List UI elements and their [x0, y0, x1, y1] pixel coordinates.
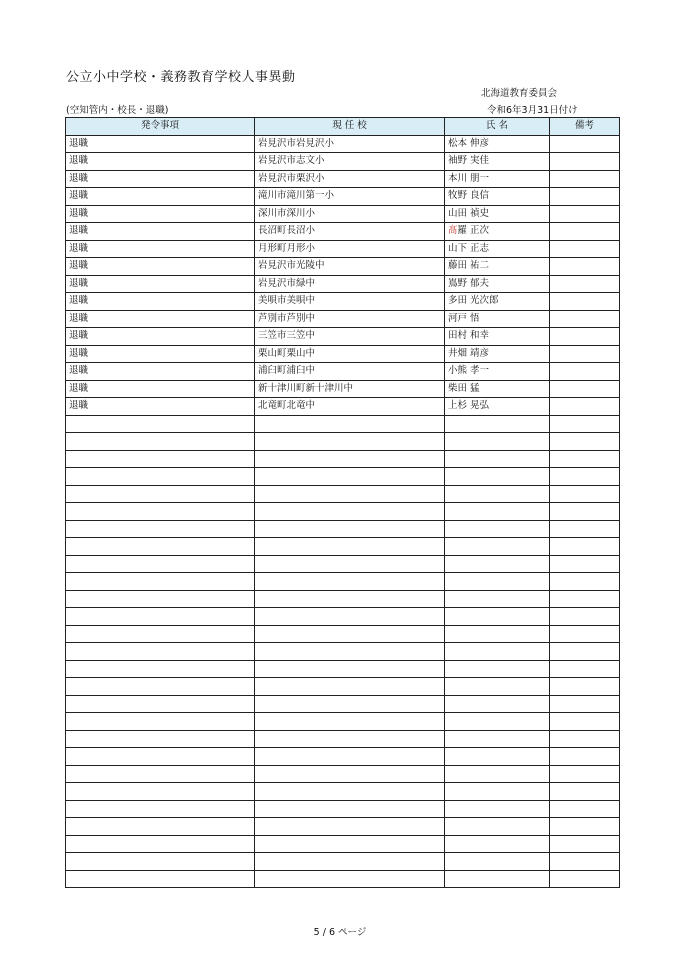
cell-school: 三笠市三笠中: [255, 328, 445, 346]
cell-note: [550, 783, 620, 801]
cell-name-text: 羅 正次: [457, 225, 490, 237]
cell-name: [445, 608, 550, 626]
cell-name: [445, 730, 550, 748]
table-row: [66, 870, 620, 888]
cell-school: [255, 835, 445, 853]
cell-note: [550, 730, 620, 748]
table-row: [66, 643, 620, 661]
table-row: [66, 835, 620, 853]
table-row: [66, 748, 620, 766]
cell-school: [255, 608, 445, 626]
cell-name: [445, 800, 550, 818]
table-row: [66, 135, 620, 153]
cell-action: [66, 870, 255, 888]
cell-school: [255, 555, 445, 573]
cell-note: [550, 135, 620, 153]
cell-name: 柴田 猛: [445, 380, 550, 398]
cell-action: [66, 433, 255, 451]
cell-name: 上杉 晃弘: [445, 398, 550, 416]
cell-note: [550, 240, 620, 258]
cell-name: [445, 713, 550, 731]
cell-school: 栗山町栗山中: [255, 345, 445, 363]
issuer-label: 北海道教育委員会: [481, 88, 558, 99]
table-row: [66, 800, 620, 818]
cell-action: 退職: [66, 240, 255, 258]
cell-note: [550, 590, 620, 608]
cell-action: 退職: [66, 188, 255, 206]
cell-name: [445, 450, 550, 468]
cell-school: [255, 450, 445, 468]
cell-note: [550, 538, 620, 556]
table-row: [66, 398, 620, 416]
cell-school: [255, 660, 445, 678]
cell-note: [550, 573, 620, 591]
table-row: [66, 310, 620, 328]
cell-name: [445, 223, 550, 241]
cell-school: 北竜町北竜中: [255, 398, 445, 416]
header-school: 現 任 校: [255, 118, 445, 136]
cell-name: [445, 468, 550, 486]
cell-action: [66, 590, 255, 608]
cell-note: [550, 800, 620, 818]
table-row: [66, 258, 620, 276]
cell-action: 退職: [66, 135, 255, 153]
cell-note: [550, 555, 620, 573]
cell-name: [445, 660, 550, 678]
cell-action: [66, 853, 255, 871]
cell-note: [550, 433, 620, 451]
cell-note: [550, 380, 620, 398]
cell-name-red-char: 髙: [448, 225, 458, 237]
cell-name: [445, 573, 550, 591]
cell-note: [550, 345, 620, 363]
cell-action: 退職: [66, 153, 255, 171]
cell-school: [255, 520, 445, 538]
cell-note: [550, 363, 620, 381]
cell-action: 退職: [66, 258, 255, 276]
cell-note: [550, 625, 620, 643]
cell-action: 退職: [66, 363, 255, 381]
cell-note: [550, 643, 620, 661]
cell-name: 藤田 祐二: [445, 258, 550, 276]
header-action: 発令事項: [66, 118, 255, 136]
cell-name: [445, 625, 550, 643]
table-row: [66, 590, 620, 608]
header-name: 氏 名: [445, 118, 550, 136]
cell-name: 山田 禎史: [445, 205, 550, 223]
cell-school: [255, 625, 445, 643]
table-row: [66, 433, 620, 451]
table-row: [66, 223, 620, 241]
cell-action: 退職: [66, 223, 255, 241]
cell-name: 山下 正志: [445, 240, 550, 258]
cell-school: 長沼町長沼小: [255, 223, 445, 241]
cell-school: 岩見沢市岩見沢小: [255, 135, 445, 153]
cell-name: [445, 870, 550, 888]
cell-note: [550, 310, 620, 328]
cell-school: 岩見沢市栗沢小: [255, 170, 445, 188]
cell-note: [550, 450, 620, 468]
cell-action: [66, 538, 255, 556]
table-row: [66, 625, 620, 643]
table-row: [66, 170, 620, 188]
cell-note: [550, 853, 620, 871]
cell-school: [255, 643, 445, 661]
cell-action: 退職: [66, 205, 255, 223]
table-row: [66, 555, 620, 573]
cell-school: [255, 485, 445, 503]
table-row: [66, 503, 620, 521]
table-row: [66, 293, 620, 311]
cell-school: [255, 853, 445, 871]
cell-school: [255, 590, 445, 608]
cell-name: [445, 835, 550, 853]
cell-name: 本川 朋一: [445, 170, 550, 188]
cell-action: [66, 730, 255, 748]
cell-school: [255, 730, 445, 748]
cell-note: [550, 328, 620, 346]
cell-name: [445, 520, 550, 538]
cell-action: [66, 678, 255, 696]
table-row: [66, 695, 620, 713]
cell-action: [66, 485, 255, 503]
cell-name: 河戸 悟: [445, 310, 550, 328]
cell-school: [255, 538, 445, 556]
cell-school: [255, 818, 445, 836]
cell-action: [66, 748, 255, 766]
cell-action: 退職: [66, 398, 255, 416]
cell-name: [445, 678, 550, 696]
cell-name: 袖野 実佳: [445, 153, 550, 171]
cell-action: [66, 625, 255, 643]
cell-school: 新十津川町新十津川中: [255, 380, 445, 398]
cell-note: [550, 205, 620, 223]
cell-school: [255, 573, 445, 591]
cell-note: [550, 713, 620, 731]
cell-school: [255, 415, 445, 433]
header-note: 備考: [550, 118, 620, 136]
cell-action: [66, 800, 255, 818]
cell-name: 嶌野 郁夫: [445, 275, 550, 293]
cell-note: [550, 660, 620, 678]
page-number: 5 / 6 ページ: [313, 927, 367, 938]
cell-action: [66, 468, 255, 486]
cell-action: [66, 643, 255, 661]
page-title: 公立小中学校・義務教育学校人事異動: [66, 70, 296, 85]
table-row: [66, 363, 620, 381]
cell-name: [445, 433, 550, 451]
cell-action: [66, 713, 255, 731]
table-body: [66, 135, 620, 888]
cell-action: [66, 520, 255, 538]
cell-name: [445, 643, 550, 661]
cell-school: 滝川市滝川第一小: [255, 188, 445, 206]
cell-note: [550, 503, 620, 521]
cell-note: [550, 520, 620, 538]
personnel-table: [65, 117, 620, 888]
cell-note: [550, 870, 620, 888]
table-row: [66, 818, 620, 836]
cell-school: 深川市深川小: [255, 205, 445, 223]
cell-action: [66, 818, 255, 836]
table-row: [66, 538, 620, 556]
cell-action: [66, 415, 255, 433]
cell-name: [445, 485, 550, 503]
cell-school: 芦別市芦別中: [255, 310, 445, 328]
cell-action: 退職: [66, 380, 255, 398]
cell-action: [66, 660, 255, 678]
cell-note: [550, 818, 620, 836]
cell-school: [255, 468, 445, 486]
cell-note: [550, 415, 620, 433]
cell-action: [66, 608, 255, 626]
table-row: [66, 450, 620, 468]
cell-name: 井畑 靖彦: [445, 345, 550, 363]
cell-action: 退職: [66, 293, 255, 311]
table-row: [66, 380, 620, 398]
cell-school: [255, 678, 445, 696]
cell-school: [255, 433, 445, 451]
cell-note: [550, 275, 620, 293]
table-row: [66, 205, 620, 223]
cell-name: 多田 光次郎: [445, 293, 550, 311]
cell-name: [445, 765, 550, 783]
table-row: [66, 660, 620, 678]
cell-action: 退職: [66, 345, 255, 363]
cell-school: 岩見沢市光陵中: [255, 258, 445, 276]
cell-name: [445, 695, 550, 713]
cell-school: 岩見沢市緑中: [255, 275, 445, 293]
cell-school: [255, 503, 445, 521]
cell-note: [550, 468, 620, 486]
table-row: [66, 275, 620, 293]
cell-name: [445, 590, 550, 608]
cell-name: [445, 538, 550, 556]
cell-school: [255, 870, 445, 888]
cell-school: [255, 695, 445, 713]
cell-note: [550, 258, 620, 276]
cell-note: [550, 748, 620, 766]
cell-school: [255, 765, 445, 783]
table-row: [66, 765, 620, 783]
cell-action: [66, 783, 255, 801]
cell-name: [445, 853, 550, 871]
cell-school: [255, 748, 445, 766]
cell-action: [66, 765, 255, 783]
table-row: [66, 730, 620, 748]
table-row: [66, 608, 620, 626]
cell-action: 退職: [66, 170, 255, 188]
cell-note: [550, 695, 620, 713]
cell-school: [255, 800, 445, 818]
cell-note: [550, 170, 620, 188]
cell-note: [550, 485, 620, 503]
cell-action: [66, 503, 255, 521]
cell-school: [255, 713, 445, 731]
cell-note: [550, 188, 620, 206]
cell-name: [445, 503, 550, 521]
cell-action: [66, 695, 255, 713]
cell-name: [445, 818, 550, 836]
cell-note: [550, 153, 620, 171]
cell-name: 小熊 孝一: [445, 363, 550, 381]
cell-note: [550, 608, 620, 626]
table-row: [66, 853, 620, 871]
table-row: [66, 415, 620, 433]
cell-school: 岩見沢市志文小: [255, 153, 445, 171]
cell-name: 田村 和幸: [445, 328, 550, 346]
cell-note: [550, 765, 620, 783]
cell-action: [66, 835, 255, 853]
table-row: [66, 345, 620, 363]
table-row: [66, 468, 620, 486]
cell-note: [550, 223, 620, 241]
table-row: [66, 328, 620, 346]
cell-note: [550, 835, 620, 853]
cell-name: 松本 伸彦: [445, 135, 550, 153]
subtitle-label: (空知管内・校長・退職): [66, 105, 169, 116]
table-row: [66, 678, 620, 696]
cell-name: [445, 748, 550, 766]
cell-action: [66, 573, 255, 591]
table-row: [66, 573, 620, 591]
cell-school: 月形町月形小: [255, 240, 445, 258]
table-row: [66, 240, 620, 258]
cell-school: 浦臼町浦臼中: [255, 363, 445, 381]
table-row: [66, 520, 620, 538]
cell-name: 牧野 良信: [445, 188, 550, 206]
cell-name: [445, 555, 550, 573]
table-row: [66, 783, 620, 801]
table-row: [66, 153, 620, 171]
cell-school: 美唄市美唄中: [255, 293, 445, 311]
cell-note: [550, 293, 620, 311]
cell-action: 退職: [66, 310, 255, 328]
table-row: [66, 188, 620, 206]
cell-name: [445, 783, 550, 801]
table-row: [66, 485, 620, 503]
cell-name: [445, 415, 550, 433]
effective-date: 令和6年3月31日付け: [487, 105, 578, 116]
cell-action: 退職: [66, 275, 255, 293]
cell-action: [66, 450, 255, 468]
cell-school: [255, 783, 445, 801]
table-header-row: [66, 118, 620, 136]
cell-note: [550, 398, 620, 416]
cell-action: [66, 555, 255, 573]
cell-note: [550, 678, 620, 696]
cell-action: 退職: [66, 328, 255, 346]
table-row: [66, 713, 620, 731]
